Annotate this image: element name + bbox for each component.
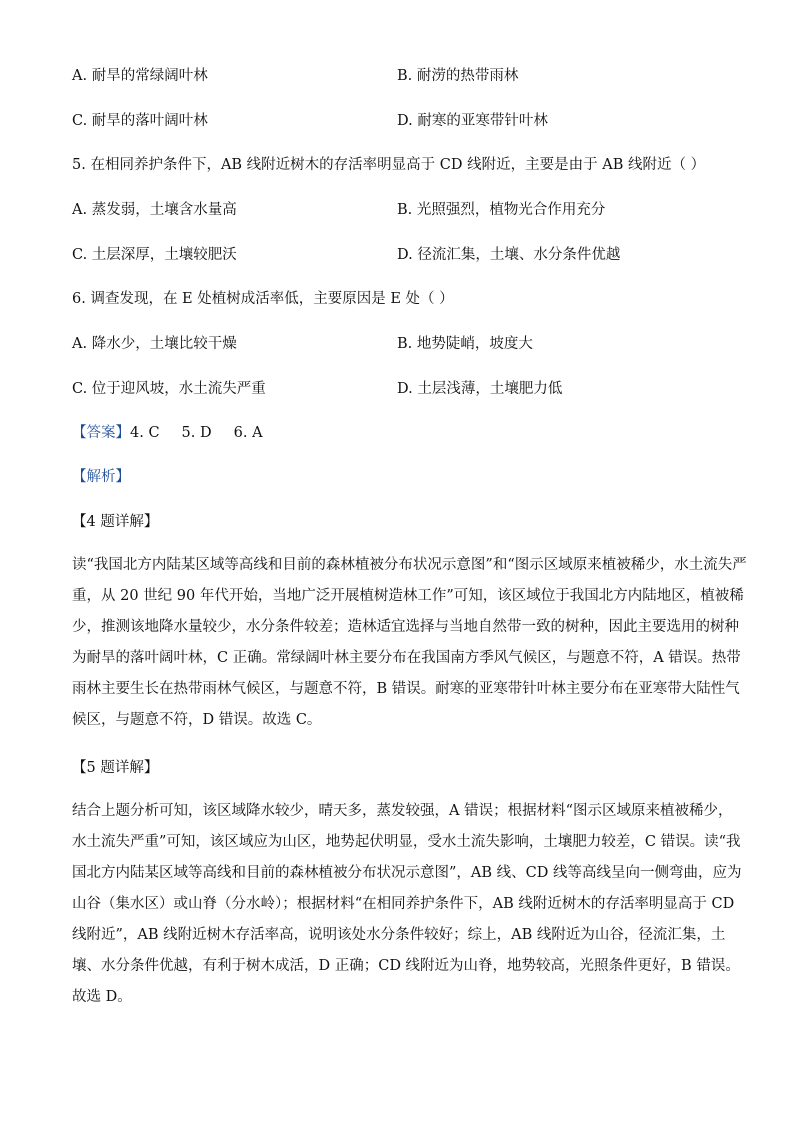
detail-5-line: 壤、水分条件优越，有利于树木成活，D 正确；CD 线附近为山脊，地势较高，光照条件更好，B 错误。 [72, 958, 740, 974]
q6-options-row-2 [72, 378, 722, 400]
q6-stem: 6. 调查发现，在 E 处植树成活率低，主要原因是 E 处（ ） [72, 291, 454, 307]
q4-option-b[interactable]: B. 耐涝的热带雨林 [397, 68, 519, 84]
detail-5-line: 线附近”，AB 线附近树木存活率高，说明该处水分条件较好；综上，AB 线附近为山谷，径流汇集，土 [72, 927, 726, 943]
detail-4-line: 雨林主要生长在热带雨林气候区，与题意不符，B 错误。耐寒的亚寒带针叶林主要分布在亚寒带大陆性气 [72, 681, 740, 697]
q4-option-d[interactable]: D. 耐寒的亚寒带针叶林 [397, 113, 548, 129]
detail-5-line: 国北方内陆某区域等高线和目前的森林植被分布状况示意图”，AB 线、CD 线等高线呈向一侧弯曲，应为 [72, 865, 742, 881]
detail-4-line: 为耐旱的落叶阔叶林，C 正确。常绿阔叶林主要分布在我国南方季风气候区，与题意不符，A 错误。热带 [72, 650, 741, 666]
q5-option-c[interactable]: C. 土层深厚，土壤较肥沃 [72, 247, 237, 263]
q5-stem: 5. 在相同养护条件下，AB 线附近树木的存活率明显高于 CD 线附近，主要是由于 AB 线附近（ ） [72, 157, 706, 173]
detail-5-paragraph [72, 796, 742, 1013]
answer-line [72, 422, 285, 444]
analysis-label: 【解析】 [72, 469, 130, 485]
q5-option-d[interactable]: D. 径流汇集，土壤、水分条件优越 [397, 247, 621, 263]
detail-5-line: 山谷（集水区）或山脊（分水岭）；根据材料“在相同养护条件下，AB 线附近树木的存活率明显高于 CD [72, 896, 735, 912]
detail-4-line: 少，推测该地降水量较少，水分条件较差；造林适宜选择与当地自然带一致的树种，因此主要选用的树种 [72, 619, 739, 635]
detail-5-line: 结合上题分析可知，该区域降水较少，晴天多，蒸发较强，A 错误；根据材料“图示区域原来植被稀少， [72, 803, 733, 819]
answer-item-4: 4. C [130, 425, 160, 441]
detail-5-heading: 【5 题详解】 [72, 760, 159, 776]
q5-options-row-1 [72, 199, 722, 221]
q6-option-a[interactable]: A. 降水少，土壤比较干燥 [72, 336, 237, 352]
detail-5-line: 故选 D。 [72, 989, 132, 1005]
detail-4-line: 读“我国北方内陆某区域等高线和目前的森林植被分布状况示意图”和“图示区域原来植被稀少，水土流失严 [72, 557, 747, 573]
answer-item-5: 5. D [181, 425, 212, 441]
detail-5-line: 水土流失严重”可知，该区域应为山区，地势起伏明显，受水土流失影响，土壤肥力较差，C 错误。读“我 [72, 834, 741, 850]
q6-option-b[interactable]: B. 地势陡峭，坡度大 [397, 336, 533, 352]
detail-4-line: 重，从 20 世纪 90 年代开始，当地广泛开展植树造林工作”可知，该区域位于我国北方内陆地区，植被稀 [72, 588, 744, 604]
q4-options-row-2 [72, 110, 722, 132]
detail-4-paragraph [72, 550, 747, 736]
q4-option-c[interactable]: C. 耐旱的落叶阔叶林 [72, 113, 208, 129]
q4-options-row-1 [72, 65, 722, 87]
q4-option-a[interactable]: A. 耐旱的常绿阔叶林 [72, 68, 208, 84]
answer-label: 【答案】 [72, 425, 130, 441]
q6-option-d[interactable]: D. 土层浅薄，土壤肥力低 [397, 381, 563, 397]
q5-option-a[interactable]: A. 蒸发弱，土壤含水量高 [72, 202, 237, 218]
q5-options-row-2 [72, 244, 722, 266]
q6-option-c[interactable]: C. 位于迎风坡，水土流失严重 [72, 381, 266, 397]
q5-option-b[interactable]: B. 光照强烈，植物光合作用充分 [397, 202, 606, 218]
answer-item-6: 6. A [233, 425, 263, 441]
detail-4-line: 候区，与题意不符，D 错误。故选 C。 [72, 712, 322, 728]
q6-options-row-1 [72, 333, 722, 355]
detail-4-heading: 【4 题详解】 [72, 514, 159, 530]
